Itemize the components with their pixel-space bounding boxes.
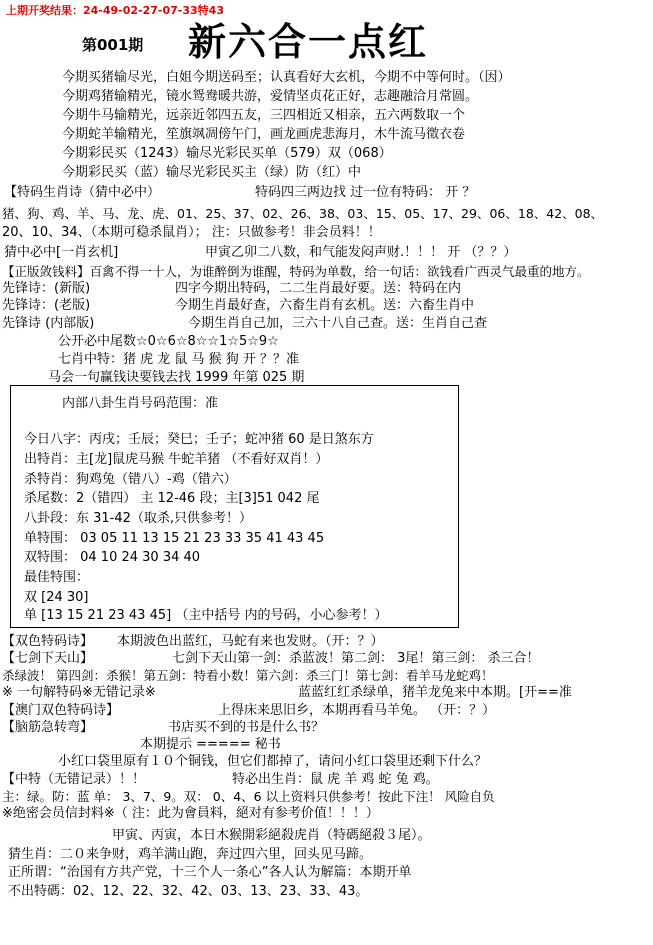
xianfeng-label: 先锋诗：(新版) <box>2 281 91 296</box>
shawei-line: 杀尾数：2（错四） 主 12-46 段；主[3]51 042 尾 <box>24 491 320 506</box>
dan-line: 单特围： 03 05 11 13 15 21 23 33 35 41 43 45 <box>24 531 325 546</box>
issue-number: 第001期 <box>82 36 144 54</box>
tishi-line: 本期提示 ===== 秘书 <box>140 737 281 752</box>
best-shuang: 双 [24 30] <box>24 590 89 605</box>
mahui-line: 马会一句赢钱诀要钱去找 1999 年第 025 期 <box>48 370 305 385</box>
bagua-line: 八卦段：东 31-42（取杀,只供参考！） <box>24 511 253 526</box>
zhongte-label: 【中特（无错记录）！！ <box>2 772 146 787</box>
best-label: 最佳特围： <box>24 570 90 585</box>
shuang-line: 双特围： 04 10 24 30 34 40 <box>24 550 201 565</box>
chute-line: 出特肖：主[龙]鼠虎马猴 牛蛇羊猪 （不看好双肖！） <box>24 452 329 467</box>
qixiao-line: 七肖中特：猪 虎 龙 鼠 马 猴 狗 开 ？？准 <box>58 352 300 367</box>
guess-label: 猜中必中[一肖玄机] <box>4 245 119 260</box>
xianfeng-text: 今期生肖自己加，三六十八自己查。送：生肖自己查 <box>188 316 488 331</box>
mimi-line: ※绝密会员信封料※（ 注：此为會員料，絕对有参考价值！！！） <box>2 806 379 821</box>
section-text: 特码四三两边找 过一位有特码： 开 ？ <box>255 185 476 200</box>
gongkai-line: 公开必中尾数☆0☆6☆8☆☆1☆5☆9☆ <box>58 334 279 349</box>
jiete-label: ※ 一句解特码※无错记录※ <box>2 685 156 700</box>
zhu-line: 主：绿。防：蓝 单： 3、7、9。双： 0、4、6 以上资料只供参考！按此下注！ 风险自负 <box>2 789 495 804</box>
jiete-text: 蓝蓝红红杀绿单，猪羊龙兔来中本期。[开==准 <box>298 685 572 700</box>
poem-line: 今期买猪输尽光，白姐今期送码至；认真看好大玄机，今期不中等何时。（因） <box>62 70 511 85</box>
naojin-text: 书店买不到的书是什么书？ <box>168 720 325 735</box>
zhengban-line: 【正版敛钱料】百禽不得一十人，为谁醉倒为谁醒，特码为单数，给一句话：欲钱看广西灵气最重的地方。 <box>2 264 590 279</box>
buchu-line: 不出特碼：02、12、22、32、42、03、13、23、33、43。 <box>8 884 369 899</box>
hongkou-line: 小红口袋里原有１０个铜钱，但它们都掉了，请问小红口袋里还剩下什么？ <box>58 754 488 769</box>
naojin-label: 【脑筋急转弯】 <box>2 720 94 735</box>
number-list: 猪、狗、鸡、羊、马、龙、虎、01、25、37、02、26、38、03、15、05、17、29、06、18、42、08、 <box>2 206 604 221</box>
number-list-2: 20、10、34、（本期可稳杀鼠肖）； 注：只做参考！非会员料！！ <box>2 225 381 240</box>
poem-line: 今期牛马输精光，远亲近邻四五友，三四相近又相亲，五六两数取一个 <box>62 108 466 123</box>
qijian-text: 七剑下天山第一剑：杀蓝波！第二剑： 3尾！第三剑： 杀三合！ <box>172 651 540 666</box>
poem-line: 今期鸡猪输精光，镜水鸳鸯暖共游，爱情坚贞花正好，志趣融洽月常圆。 <box>62 89 479 104</box>
box-title: 内部八卦生肖号码范围：准 <box>62 396 219 411</box>
zhongte-text: 特必出生肖：鼠 虎 羊 鸡 蛇 兔 鸡。 <box>232 772 439 787</box>
guess-text: 甲寅乙卯二八数，和气能发闷声财.！！！ 开 （？？） <box>205 245 517 260</box>
caisheng-line: 猜生肖：二０来争财，鸡羊满山跑，奔过四六里，回头见马蹄。 <box>8 847 373 862</box>
xianfeng-text: 今期生肖最好查，六畜生肖有玄机。送：六畜生肖中 <box>175 298 475 313</box>
best-dan: 单 [13 15 21 23 43 45] （主中括号 内的号码，小心参考！） <box>24 608 388 623</box>
jiayin-line: 甲寅、丙寅，本日木猴開彩絕殺虎肖（特碼絕殺３尾）。 <box>112 828 431 843</box>
shuangse-label: 【双色特码诗】 <box>2 634 94 649</box>
aomen-text: 上得床来思旧乡，本期再看马羊兔。 （开：？） <box>218 703 496 718</box>
section-label: 【特码生肖诗（猜中必中） <box>4 185 161 200</box>
xianfeng-label: 先锋诗 (内部版) <box>2 316 95 331</box>
shuangse-text: 本期波色出蓝红，马蛇有来也发财。（开：？） <box>117 634 384 649</box>
last-result: 上期开奖结果：24-49-02-27-07-33特43 <box>6 4 224 17</box>
zhengsuowei-line: 正所谓：“治国有方共产党，十三个人一条心”各人认为解篇：本期开单 <box>8 865 412 880</box>
page-title: 新六合一点红 <box>188 19 429 64</box>
bazi-line: 今日八字：丙戌；壬辰；癸巳；壬子；蛇冲猪 60 是日煞东方 <box>24 432 374 447</box>
xianfeng-label: 先锋诗：(老版) <box>2 298 91 313</box>
poem-line: 今期蛇羊输精光，笙旗飒凋傍午门，画龙画虎悲海月，木牛流马徵衣卷 <box>62 127 466 142</box>
xianfeng-text: 四字今期出特码，二二生肖最好要。送：特码在内 <box>175 281 462 296</box>
qijian-label: 【七剑下天山】 <box>2 651 94 666</box>
shate-line: 杀特肖：狗鸡兔（错八）-鸡（错六） <box>24 472 237 487</box>
poem-line: 今期彩民买（1243）输尽光彩民买单（579）双（068） <box>62 146 392 161</box>
aomen-label: 【澳门双色特码诗】 <box>2 703 120 718</box>
qijian-line2: 杀绿波！ 第四剑：杀猴！第五剑：特看小数！第六剑：杀三门！第七剑：看羊马龙蛇鸡！ <box>2 668 494 683</box>
poem-line: 今期彩民买（蓝）输尽光彩民买主（绿）防（红）中 <box>62 165 362 180</box>
